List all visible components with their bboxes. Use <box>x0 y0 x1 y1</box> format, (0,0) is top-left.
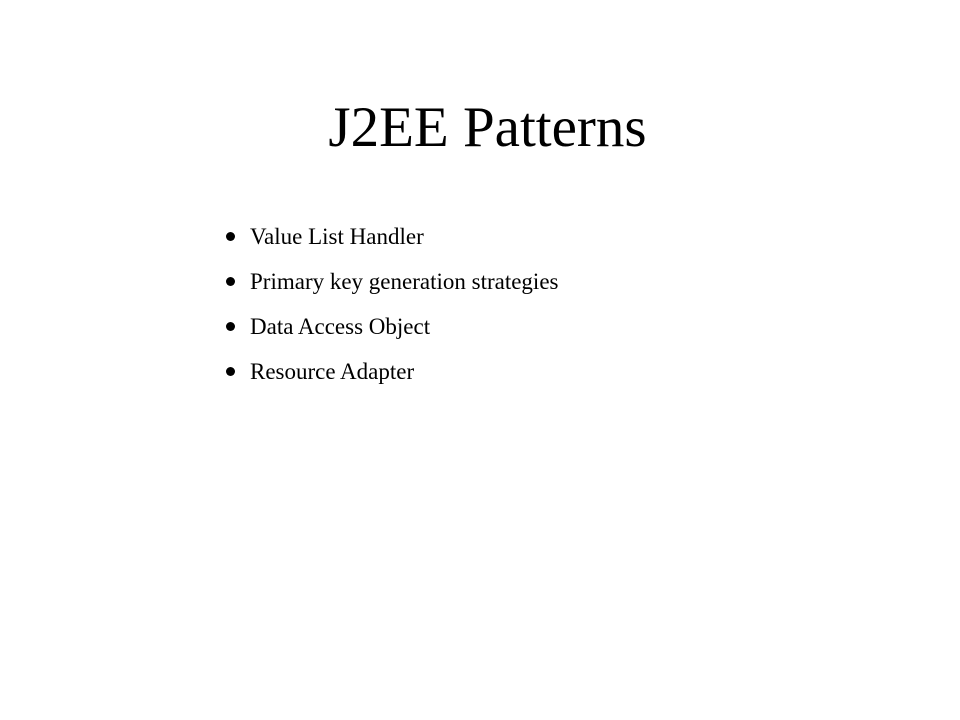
bullet-list <box>225 214 558 394</box>
bullet-icon <box>225 276 236 287</box>
bullet-icon <box>225 321 236 332</box>
list-item <box>225 214 558 259</box>
bullet-icon <box>225 231 236 242</box>
bullet-icon <box>225 366 236 377</box>
list-item <box>225 259 558 304</box>
bullet-text: Primary key generation strategies <box>250 268 559 294</box>
bullet-text: Resource Adapter <box>250 358 415 384</box>
list-item <box>225 349 558 394</box>
list-item <box>225 304 558 349</box>
bullet-text: Data Access Object <box>250 313 431 339</box>
bullet-text: Value List Handler <box>250 223 424 249</box>
slide-title: J2EE Patterns <box>328 96 647 159</box>
